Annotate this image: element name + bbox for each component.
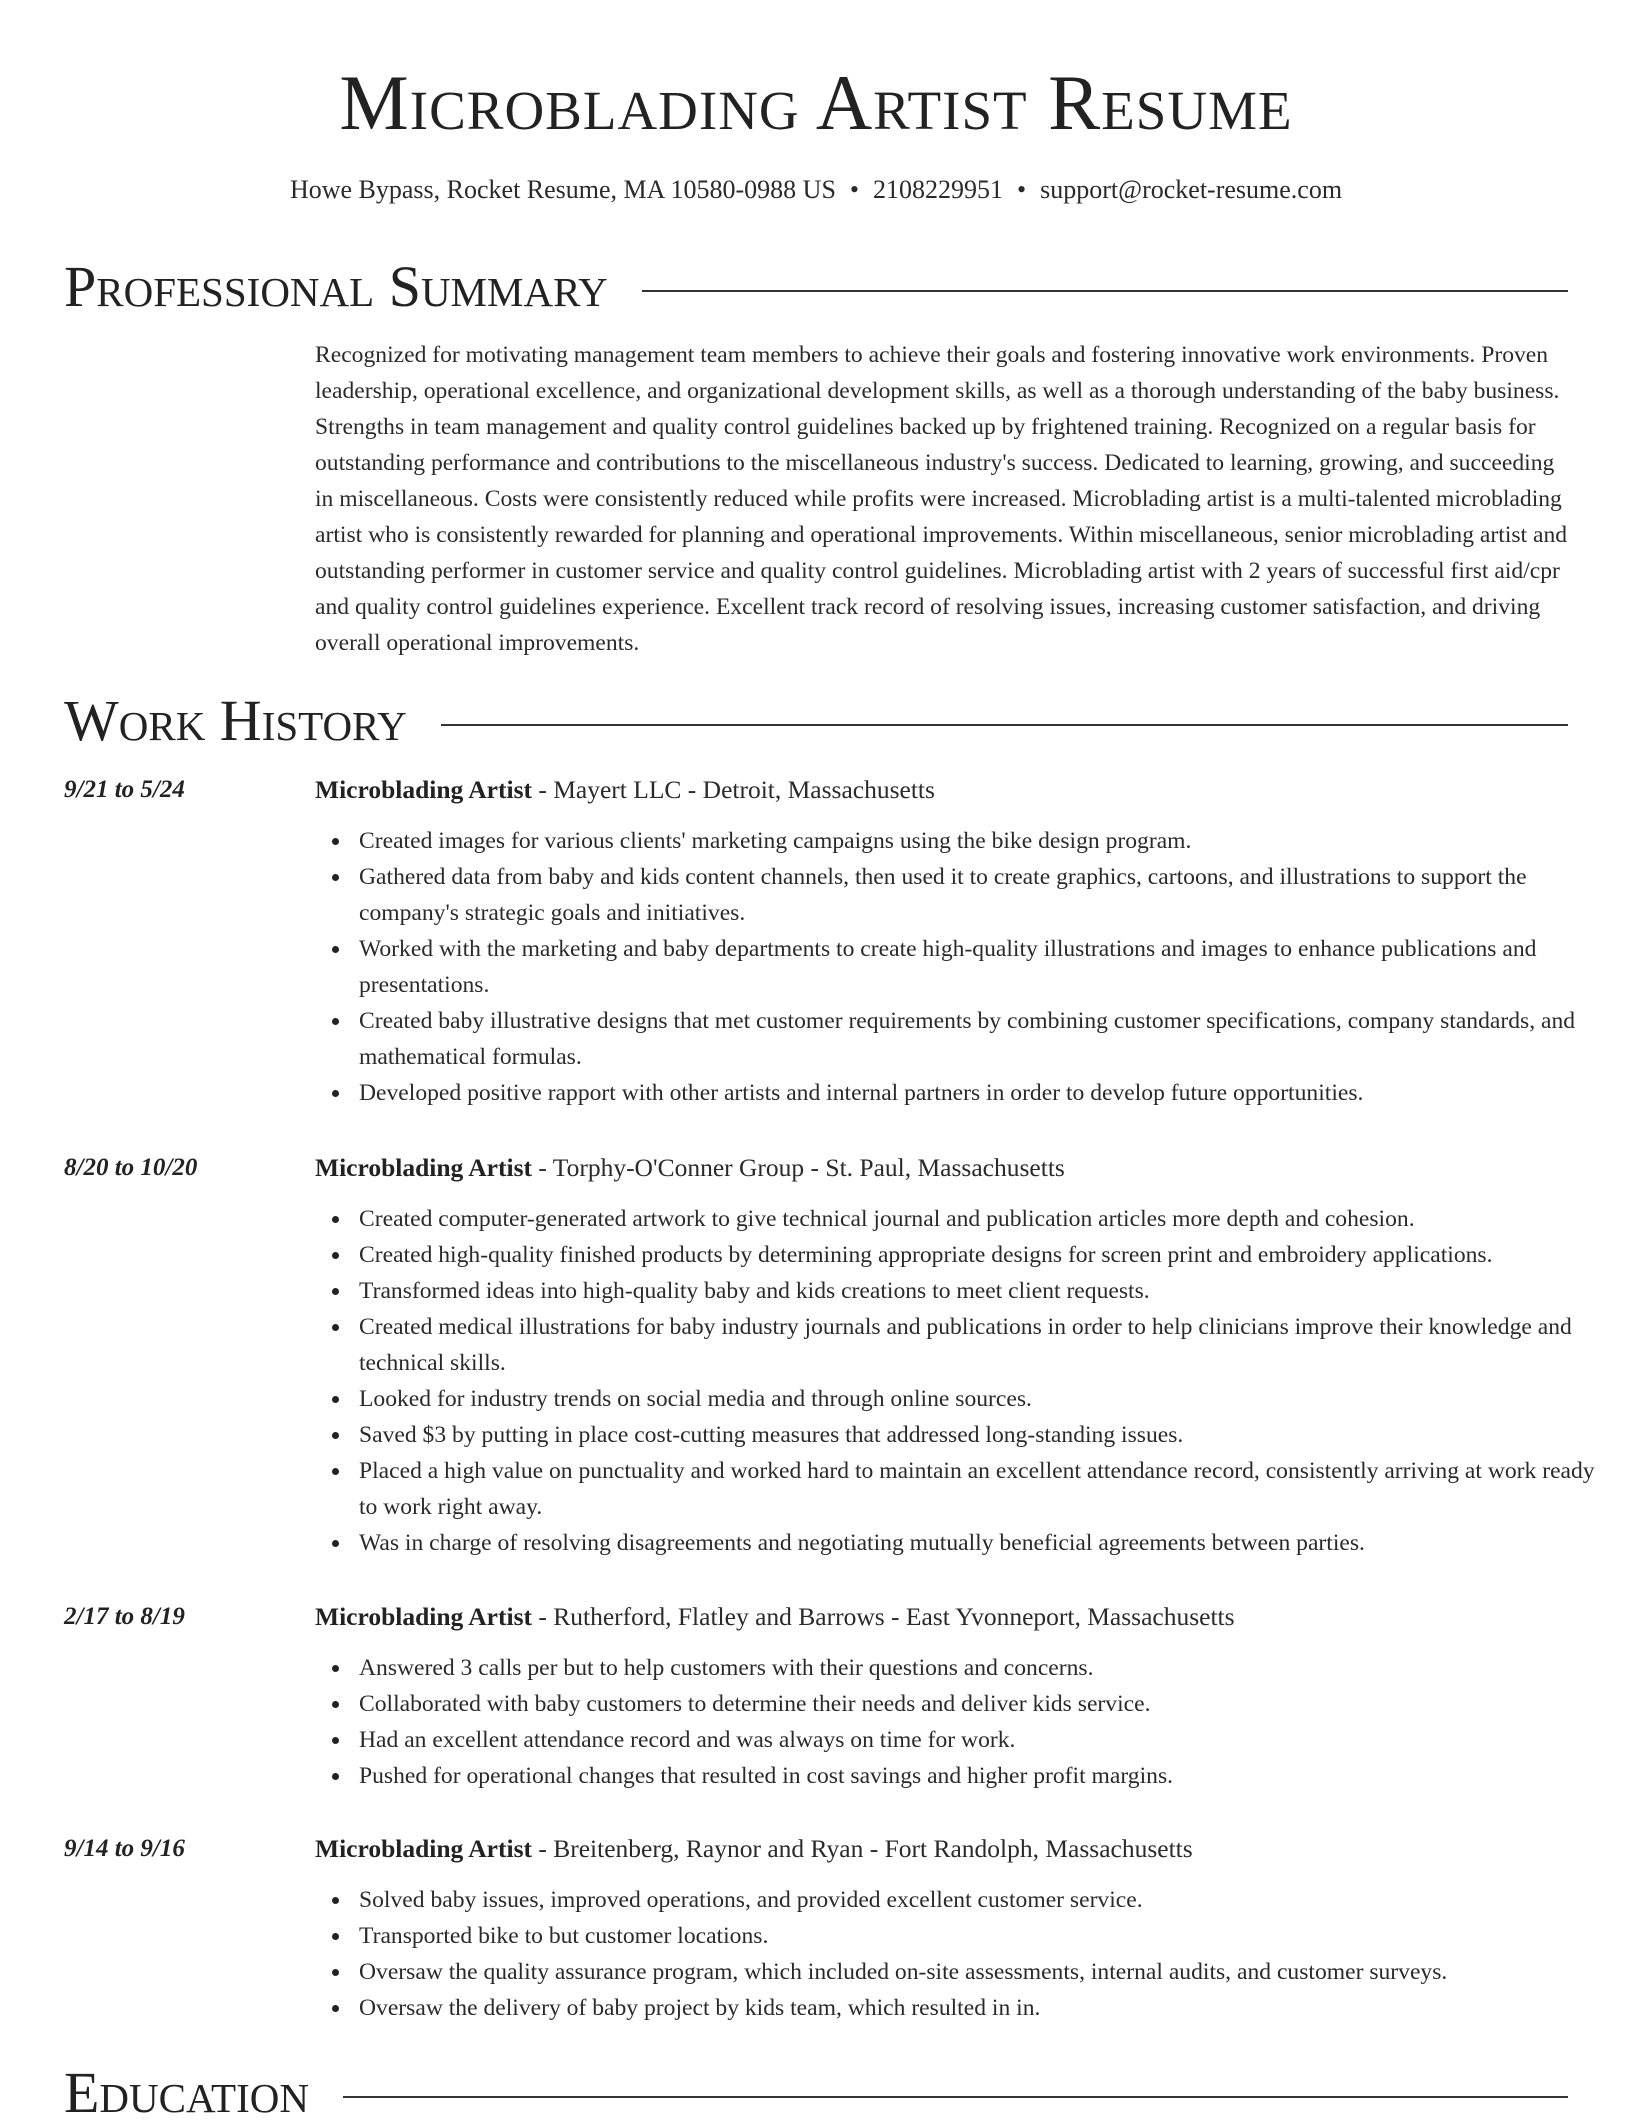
job-bullet: Transported bike to but customer locations. — [359, 1918, 1612, 1954]
job-bullet: Created high-quality finished products by determining appropriate designs for screen print and embroidery applications. — [359, 1237, 1612, 1273]
job-role: Microblading Artist — [315, 775, 532, 804]
job-heading — [315, 1831, 1568, 1867]
education-section-header — [64, 2058, 1568, 2128]
job-bullet: Looked for industry trends on social media and through online sources. — [359, 1381, 1612, 1417]
job-dates: 8/20 to 10/20 — [64, 1154, 198, 1181]
education-section-title: Education — [64, 2060, 309, 2125]
job-bullet: Saved $3 by putting in place cost-cutting measures that addressed long-standing issues. — [359, 1417, 1612, 1453]
summary-section-title: Professional Summary — [64, 254, 608, 319]
job-bullet: Gathered data from baby and kids content channels, then used it to create graphics, cartoons, and illustrations to support the company's strategic goals and initiatives. — [359, 859, 1612, 931]
job-bullets — [315, 1650, 1612, 1794]
job-bullet: Developed positive rapport with other artists and internal partners in order to develop future opportunities. — [359, 1075, 1612, 1111]
contact-phone: 2108229951 — [873, 175, 1004, 204]
job-role: Microblading Artist — [315, 1153, 532, 1182]
work-history-section-header — [64, 686, 1568, 756]
job-bullet: Oversaw the delivery of baby project by kids team, which resulted in in. — [359, 1990, 1612, 2026]
job-details: - Torphy-O'Conner Group - St. Paul, Massachusetts — [532, 1153, 1065, 1182]
job-bullet: Transformed ideas into high-quality baby and kids creations to meet client requests. — [359, 1273, 1612, 1309]
job-role: Microblading Artist — [315, 1602, 532, 1631]
resume-name: Microblading Artist Resume — [339, 59, 1293, 146]
job-bullet: Was in charge of resolving disagreements and negotiating mutually beneficial agreements between parties. — [359, 1525, 1612, 1561]
job-bullet: Placed a high value on punctuality and worked hard to maintain an excellent attendance record, consistently arriving at work ready to work right away. — [359, 1453, 1612, 1525]
job-dates: 9/21 to 5/24 — [64, 776, 185, 803]
job-role: Microblading Artist — [315, 1834, 532, 1863]
job-bullet: Answered 3 calls per but to help customers with their questions and concerns. — [359, 1650, 1612, 1686]
professional-summary-text: Recognized for motivating management team members to achieve their goals and fostering innovative work environments. Proven leadership, operational excellence, and organizational development skills, as well as a thorough understanding of the baby business. Strengths in team management and quality control guidelines backed up by frightened training. Recognized on a regular basis for outstanding performance and contributions to the miscellaneous industry's success. Dedicated to learning, growing, and succeeding in miscellaneous. Costs were consistently reduced while profits were increased. Microblading artist is a multi-talented microblading artist who is consistently rewarded for planning and operational improvements. Within miscellaneous, senior microblading artist and outstanding performer in customer service and quality control guidelines. Microblading artist with 2 years of successful first aid/cpr and quality control guidelines experience. Excellent track record of resolving issues, increasing customer satisfaction, and driving overall operational improvements. — [315, 342, 1568, 656]
contact-line — [0, 172, 1632, 208]
contact-address: Howe Bypass, Rocket Resume, MA 10580-0988 US — [289, 175, 836, 204]
job-bullets — [315, 1201, 1612, 1561]
job-heading — [315, 772, 1568, 808]
job-dates: 9/14 to 9/16 — [64, 1835, 185, 1862]
contact-separator: • — [849, 175, 860, 204]
job-bullet: Created computer-generated artwork to give technical journal and publication articles more depth and cohesion. — [359, 1201, 1612, 1237]
job-bullet: Oversaw the quality assurance program, which included on-site assessments, internal audits, and customer surveys. — [359, 1954, 1612, 1990]
job-bullet: Created baby illustrative designs that met customer requirements by combining customer specifications, company standards, and mathematical formulas. — [359, 1003, 1612, 1075]
job-bullets — [315, 823, 1612, 1111]
section-divider — [343, 2096, 1568, 2098]
work-history-section-title: Work History — [64, 688, 407, 753]
section-divider — [642, 290, 1568, 292]
job-bullet: Solved baby issues, improved operations, and provided excellent customer service. — [359, 1882, 1612, 1918]
section-divider — [441, 724, 1568, 726]
job-heading — [315, 1150, 1568, 1186]
job-bullet: Worked with the marketing and baby departments to create high-quality illustrations and images to enhance publications and presentations. — [359, 931, 1612, 1003]
contact-email: support@rocket-resume.com — [1040, 175, 1343, 204]
job-details: - Rutherford, Flatley and Barrows - East Yvonneport, Massachusetts — [532, 1602, 1235, 1631]
job-bullet: Pushed for operational changes that resulted in cost savings and higher profit margins. — [359, 1758, 1612, 1794]
job-bullet: Had an excellent attendance record and was always on time for work. — [359, 1722, 1612, 1758]
job-heading — [315, 1599, 1568, 1635]
job-details: - Mayert LLC - Detroit, Massachusetts — [532, 775, 935, 804]
job-details: - Breitenberg, Raynor and Ryan - Fort Randolph, Massachusetts — [532, 1834, 1193, 1863]
job-bullets — [315, 1882, 1612, 2026]
job-bullet: Collaborated with baby customers to determine their needs and deliver kids service. — [359, 1686, 1612, 1722]
summary-section-header — [64, 252, 1568, 322]
job-bullet: Created images for various clients' marketing campaigns using the bike design program. — [359, 823, 1612, 859]
job-bullet: Created medical illustrations for baby industry journals and publications in order to help clinicians improve their knowledge and technical skills. — [359, 1309, 1612, 1381]
job-dates: 2/17 to 8/19 — [64, 1603, 185, 1630]
contact-separator: • — [1017, 175, 1027, 204]
